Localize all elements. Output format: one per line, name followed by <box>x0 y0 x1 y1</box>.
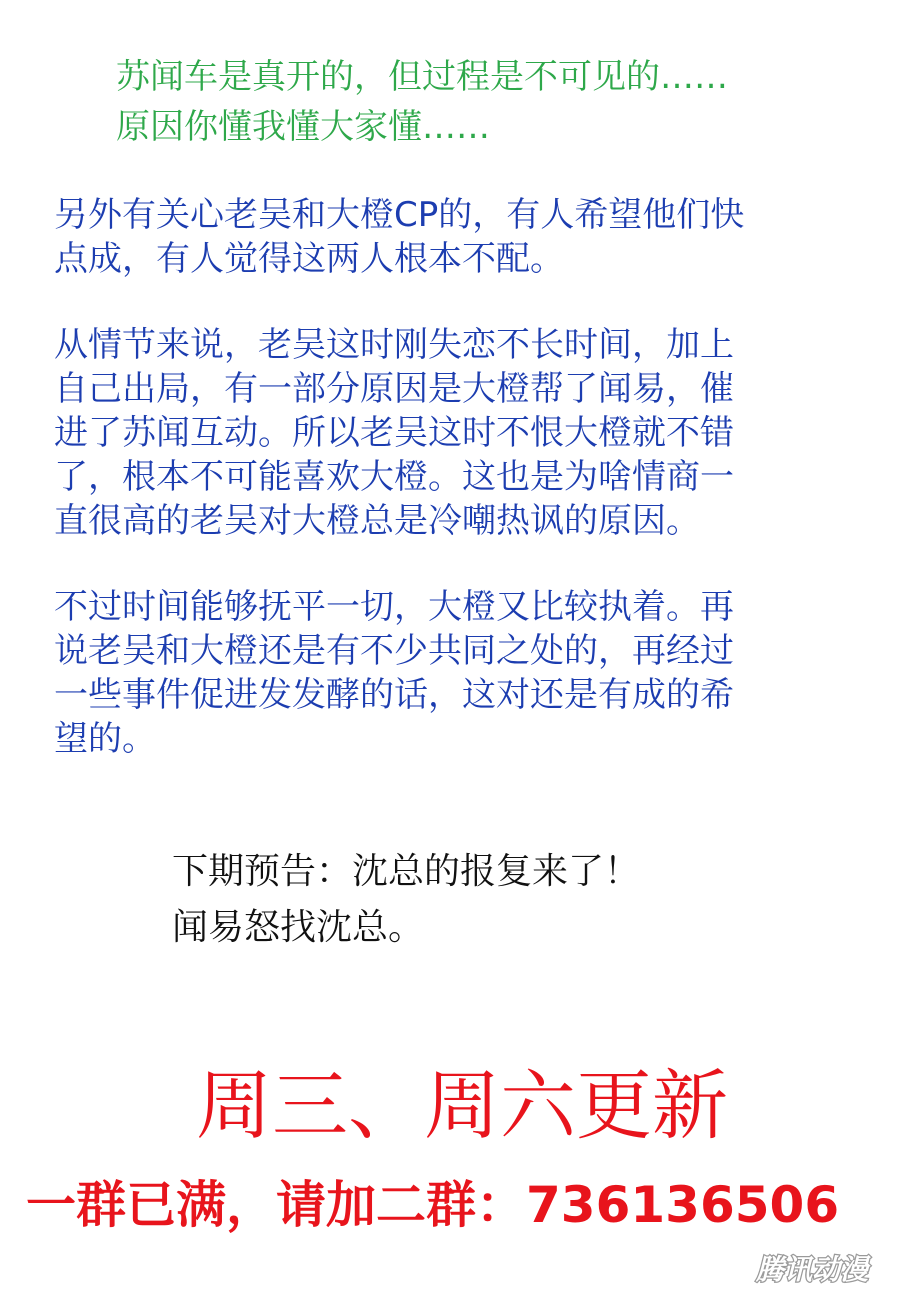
paragraph-2-line-4: 了，根本不可能喜欢大橙。这也是为啥情商一 <box>54 457 734 497</box>
paragraph-1-line-2: 点成，有人觉得这两人根本不配。 <box>54 239 564 279</box>
update-schedule: 周三、周六更新 <box>196 1061 728 1150</box>
paragraph-3-line-4: 望的。 <box>54 719 156 759</box>
paragraph-2-line-2: 自己出局，有一部分原因是大橙帮了闻易，催 <box>54 369 734 409</box>
green-note-line-1: 苏闻车是真开的，但过程是不可见的…… <box>116 57 728 97</box>
watermark-text: 腾讯动漫 <box>755 1253 869 1286</box>
paragraph-3-line-2: 说老吴和大橙还是有不少共同之处的，再经过 <box>54 631 734 671</box>
paragraph-2-line-3: 进了苏闻互动。所以老吴这时不恨大橙就不错 <box>54 413 734 453</box>
watermark-logo <box>742 1250 882 1288</box>
green-note-line-2: 原因你懂我懂大家懂…… <box>116 107 490 147</box>
watermark-logo-icon <box>742 1250 882 1288</box>
group-notice: 一群已满，请加二群：736136506 <box>26 1176 840 1234</box>
preview-line-1: 下期预告：沈总的报复来了！ <box>172 851 641 892</box>
paragraph-3-line-1: 不过时间能够抚平一切，大橙又比较执着。再 <box>54 587 734 627</box>
paragraph-3-line-3: 一些事件促进发发酵的话，这对还是有成的希 <box>54 675 734 715</box>
paragraph-2-line-1: 从情节来说，老吴这时刚失恋不长时间，加上 <box>54 325 734 365</box>
preview-line-2: 闻易怒找沈总。 <box>172 907 425 948</box>
paragraph-1-line-1: 另外有关心老吴和大橙CP的，有人希望他们快 <box>54 195 745 235</box>
paragraph-2-line-5: 直很高的老吴对大橙总是冷嘲热讽的原因。 <box>54 501 700 541</box>
